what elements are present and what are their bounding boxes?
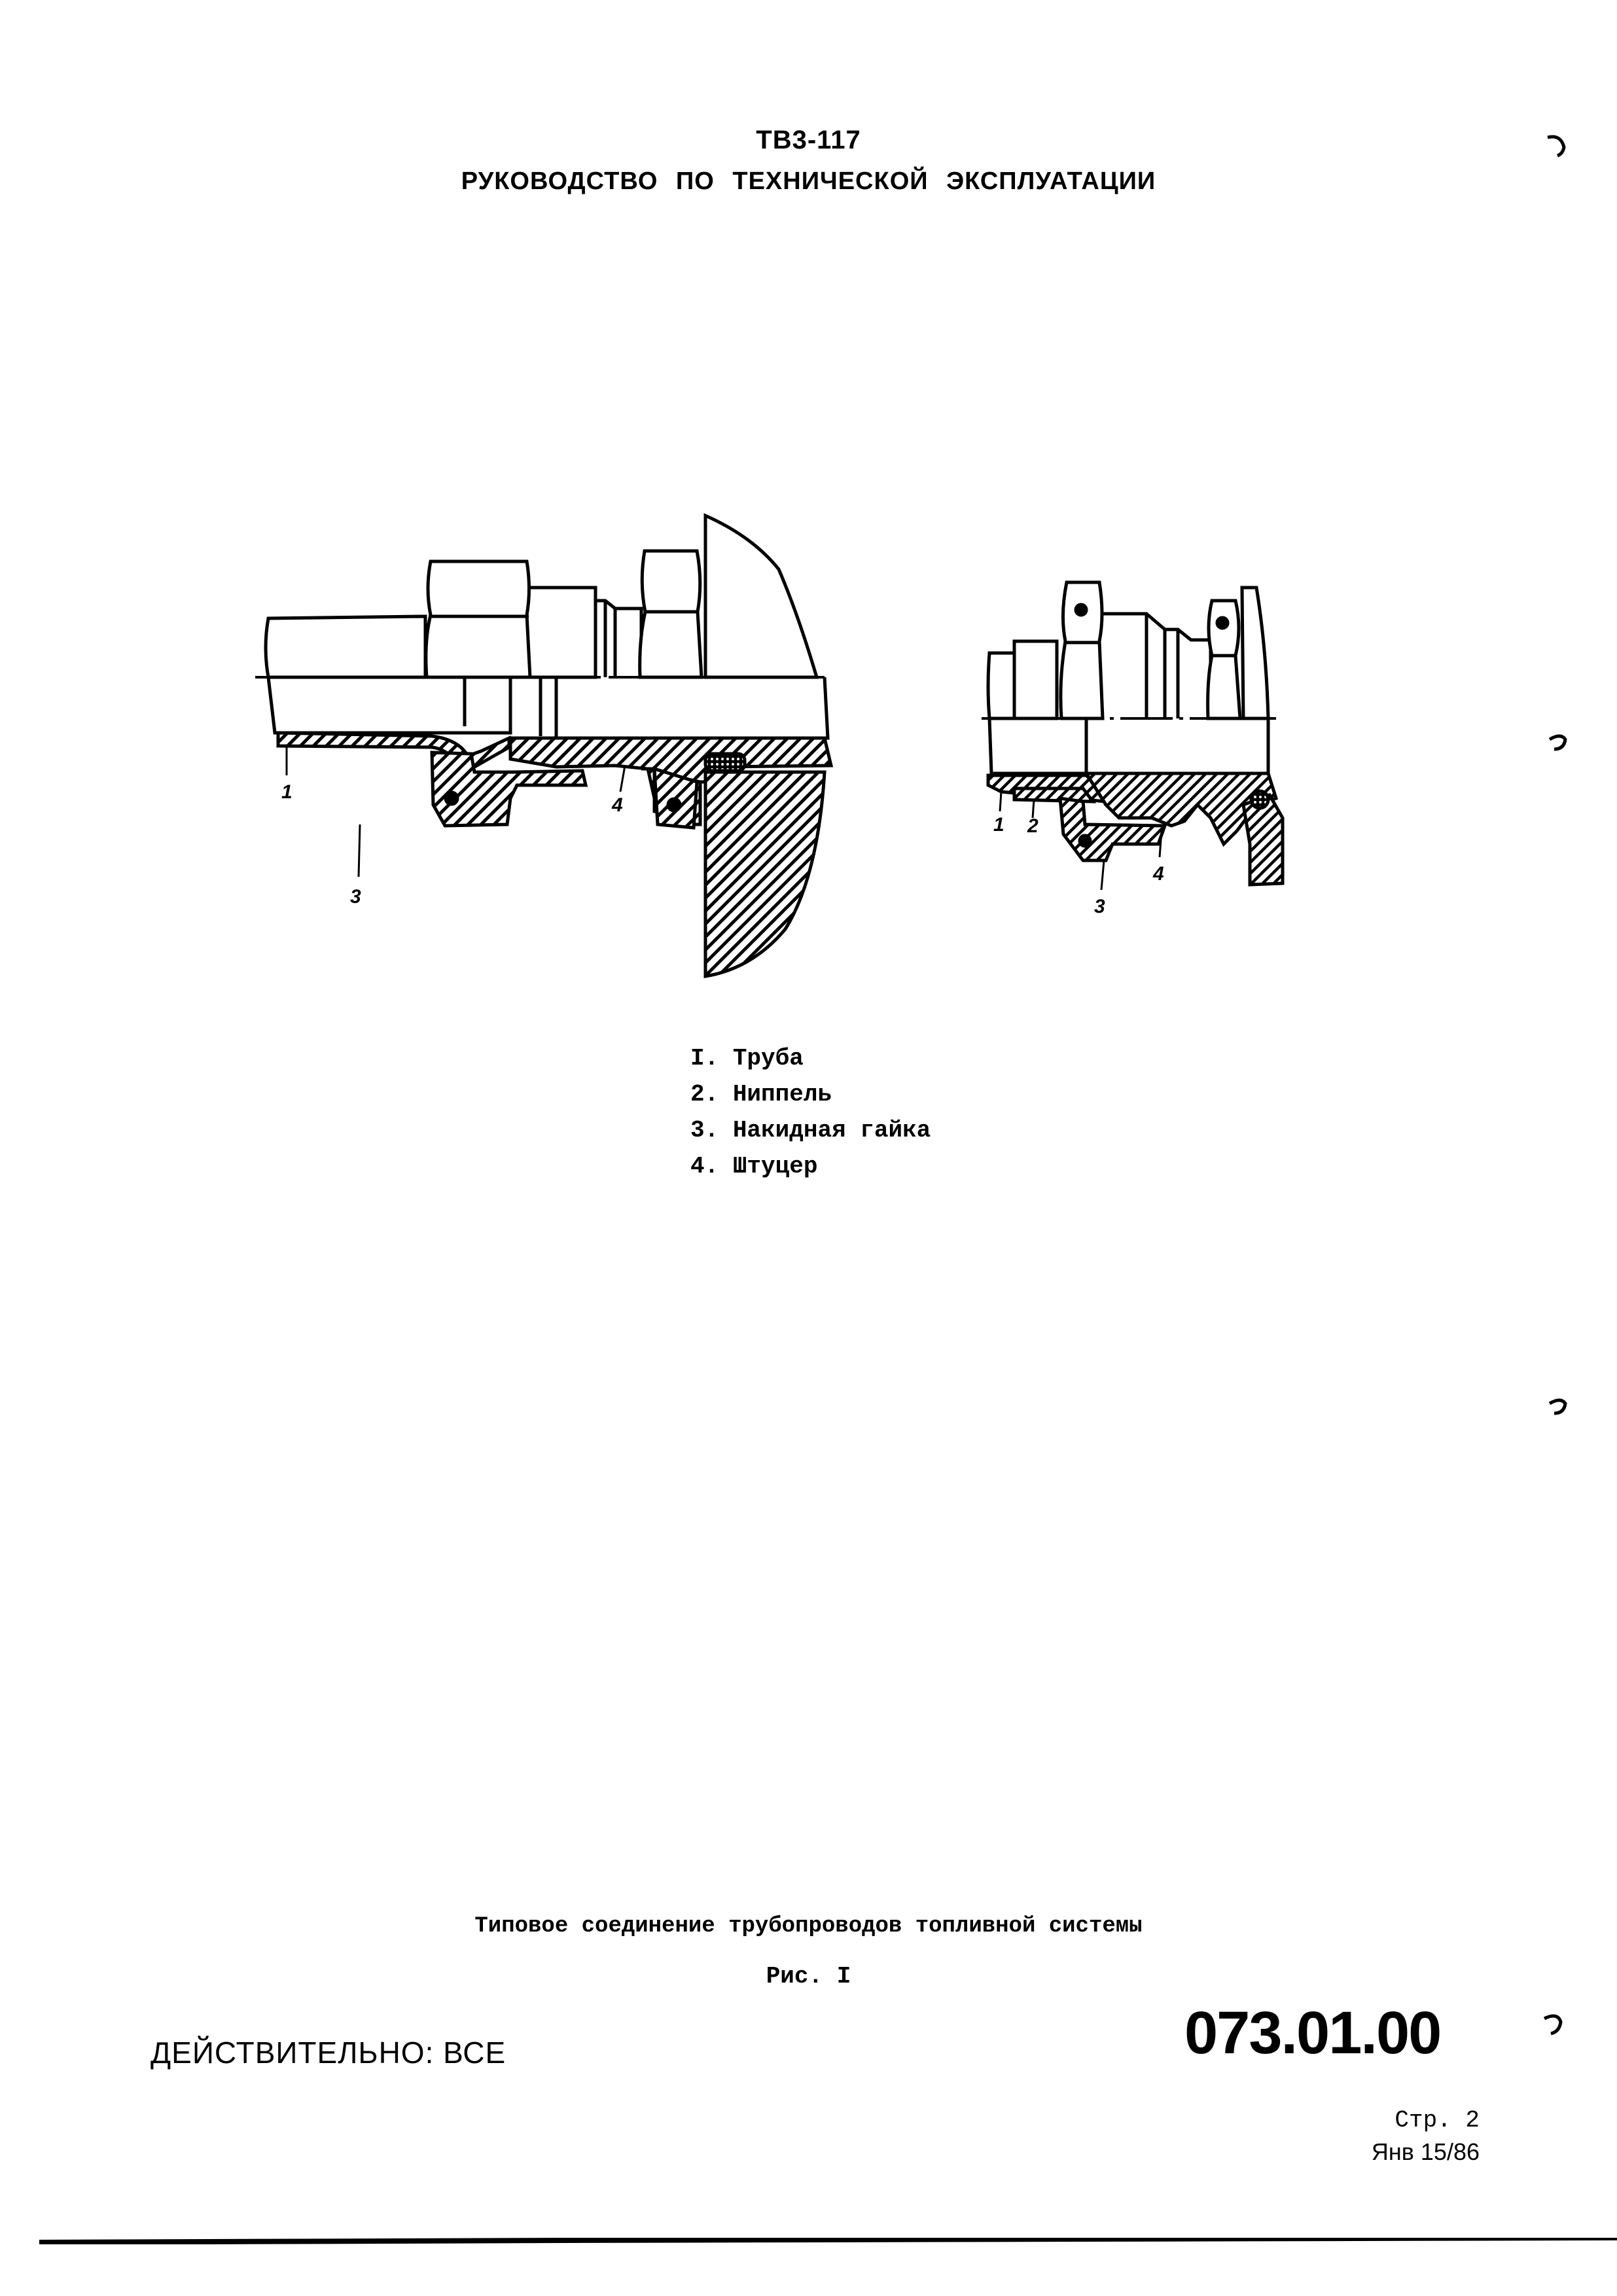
pipe-connection-drawing-right bbox=[975, 569, 1368, 962]
legend-item: 3. Накидная гайка bbox=[690, 1117, 931, 1144]
figure-caption: Типовое соединение трубопроводов топливной системы bbox=[474, 1914, 1143, 1939]
effectivity: ДЕЙСТВИТЕЛЬНО: ВСЕ bbox=[151, 2036, 506, 2070]
bottom-rule bbox=[39, 2238, 1617, 2244]
callout-4: 4 bbox=[1153, 863, 1164, 885]
callout-2: 2 bbox=[1027, 815, 1039, 837]
callout-4: 4 bbox=[612, 794, 623, 816]
document-number: 073.01.00 bbox=[1184, 2000, 1441, 2066]
callout-1: 1 bbox=[993, 814, 1004, 836]
figure-legend bbox=[690, 1040, 931, 1184]
binder-hole-marks bbox=[1538, 118, 1577, 2081]
page-number: Стр. 2 bbox=[1395, 2107, 1480, 2134]
legend-item: I. Труба bbox=[690, 1045, 804, 1072]
legend-item: 2. Ниппель bbox=[690, 1081, 832, 1108]
callout-3: 3 bbox=[350, 886, 361, 908]
revision-date: Янв 15/86 bbox=[1371, 2138, 1480, 2165]
legend-item: 4. Штуцер bbox=[690, 1153, 818, 1180]
callout-1: 1 bbox=[281, 781, 293, 803]
pipe-connection-drawing-left bbox=[249, 510, 838, 995]
figure-number: Рис. I bbox=[766, 1963, 851, 1990]
manual-title: РУКОВОДСТВО ПО ТЕХНИЧЕСКОЙ ЭКСПЛУАТАЦИИ bbox=[461, 168, 1156, 195]
callout-3: 3 bbox=[1094, 896, 1105, 917]
manual-model: ТВ3-117 bbox=[756, 126, 861, 154]
